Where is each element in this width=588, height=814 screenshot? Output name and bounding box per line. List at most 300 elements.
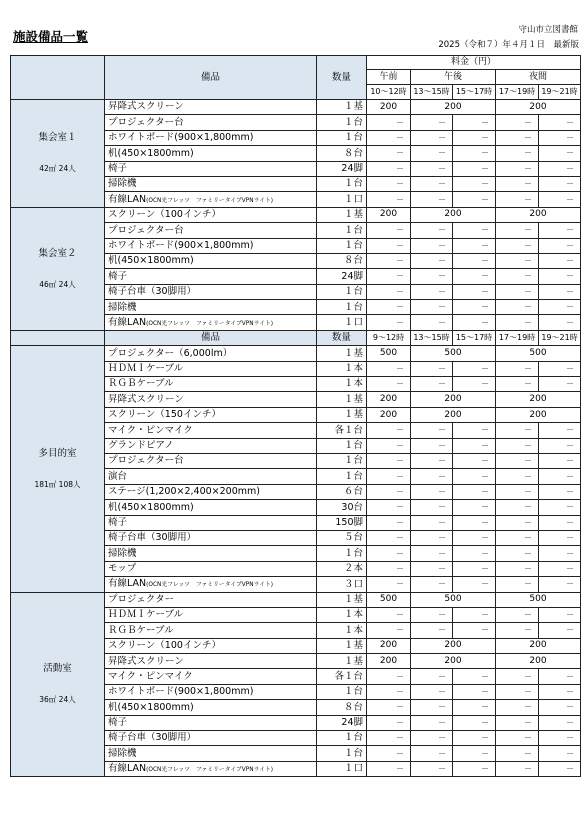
item-cell	[105, 700, 317, 715]
item-name: ＲＧＢケーブル	[108, 624, 174, 636]
fee-cell: －	[539, 377, 581, 392]
item-cell	[105, 669, 317, 684]
item-name: 椅子	[108, 163, 128, 174]
fee-cell: －	[496, 115, 539, 130]
fee-cell: －	[411, 223, 453, 238]
item-name: ＨＤＭＩケーブル	[108, 363, 184, 375]
item-cell	[105, 438, 317, 453]
item-cell	[105, 207, 317, 222]
item-cell	[105, 654, 317, 669]
fee-cell: －	[539, 176, 581, 191]
fee-cell: －	[367, 377, 411, 392]
fee-cell: －	[496, 453, 539, 468]
fee-cell: －	[539, 700, 581, 715]
fee-cell: －	[411, 176, 453, 191]
fee-cell: －	[367, 669, 411, 684]
fee-cell: －	[496, 731, 539, 746]
fee-cell: －	[496, 315, 539, 330]
fee-cell: 500	[496, 592, 581, 607]
fee-cell: 200	[367, 654, 411, 669]
item-cell	[105, 761, 317, 776]
room-name: 多目的室	[38, 447, 77, 459]
item-name: 演台	[108, 470, 128, 482]
item-name: マイク・ピンマイク	[108, 670, 193, 682]
item-cell	[105, 731, 317, 746]
item-name: 昇降式スクリーン	[108, 655, 184, 667]
item-name: グランドピアノ	[108, 440, 174, 452]
fee-cell: －	[496, 623, 539, 638]
fee-cell: 200	[411, 207, 496, 222]
item-quantity: 24脚	[317, 161, 367, 176]
fee-cell: －	[367, 315, 411, 330]
item-quantity: １本	[317, 377, 367, 392]
fee-cell: －	[539, 623, 581, 638]
fee-cell: 200	[496, 100, 581, 115]
fee-cell: －	[496, 284, 539, 299]
item-cell	[105, 130, 317, 145]
table-row	[11, 100, 581, 115]
fee-cell: －	[539, 577, 581, 592]
item-quantity: １台	[317, 469, 367, 484]
fee-cell: －	[411, 238, 453, 253]
fee-cell: 200	[367, 407, 411, 422]
item-name: 昇降式スクリーン	[108, 393, 184, 405]
fee-cell: －	[367, 500, 411, 515]
fee-cell: －	[539, 253, 581, 268]
fee-cell: －	[539, 761, 581, 776]
item-quantity: １基	[317, 100, 367, 115]
item-quantity: ８台	[317, 700, 367, 715]
fee-cell: －	[411, 130, 453, 145]
item-cell	[105, 269, 317, 284]
item-name: プロジェクター（6,000lm）	[108, 347, 233, 359]
fee-cell: －	[367, 238, 411, 253]
fee-cell: －	[496, 269, 539, 284]
item-cell	[105, 315, 317, 330]
sub-header-slot: 19～21時	[539, 330, 581, 345]
fee-cell: －	[539, 715, 581, 730]
fee-cell: －	[453, 623, 496, 638]
fee-cell: －	[539, 469, 581, 484]
item-name: プロジェクター台	[108, 455, 184, 467]
fee-cell: －	[453, 438, 496, 453]
fee-cell: 500	[411, 592, 496, 607]
item-name: ステージ(1,200×2,400×200mm)	[108, 486, 260, 498]
fee-cell: －	[539, 300, 581, 315]
item-cell	[105, 530, 317, 545]
item-quantity: １台	[317, 546, 367, 561]
fee-cell: －	[453, 423, 496, 438]
item-quantity: ８台	[317, 146, 367, 161]
fee-cell: －	[539, 315, 581, 330]
fee-cell: －	[453, 715, 496, 730]
item-name: スクリーン（100インチ）	[108, 640, 221, 652]
fee-cell: －	[539, 500, 581, 515]
fee-cell: －	[411, 300, 453, 315]
fee-cell: 500	[496, 346, 581, 361]
fee-cell: －	[539, 146, 581, 161]
fee-cell: 200	[496, 207, 581, 222]
sub-header-slot: 13～15時	[411, 330, 453, 345]
fee-cell: －	[367, 684, 411, 699]
fee-cell: －	[411, 561, 453, 576]
item-quantity: １口	[317, 315, 367, 330]
fee-cell: －	[411, 530, 453, 545]
header-room-cell	[11, 56, 105, 100]
item-quantity: 150脚	[317, 515, 367, 530]
fee-cell: －	[411, 715, 453, 730]
item-name: 有線LAN	[108, 578, 147, 590]
item-cell	[105, 253, 317, 268]
fee-cell: －	[367, 530, 411, 545]
fee-cell: 500	[367, 592, 411, 607]
sub-header-slot: 15～17時	[453, 330, 496, 345]
item-quantity: １台	[317, 284, 367, 299]
fee-cell: －	[367, 176, 411, 191]
header-quantity: 数量	[317, 56, 367, 100]
fee-cell: －	[367, 700, 411, 715]
item-cell	[105, 346, 317, 361]
fee-cell: －	[453, 530, 496, 545]
fee-cell: －	[411, 115, 453, 130]
sub-header-slot: 17～19時	[496, 330, 539, 345]
fee-cell: －	[453, 161, 496, 176]
fee-cell: －	[367, 731, 411, 746]
fee-cell: 200	[496, 392, 581, 407]
item-name: 机(450×1800mm)	[108, 147, 194, 159]
fee-cell: －	[367, 546, 411, 561]
item-name: マイク・ピンマイク	[108, 424, 193, 436]
header-slot: 13～15時	[411, 85, 453, 100]
item-name: スクリーン（150インチ）	[108, 409, 221, 421]
fee-cell: －	[367, 761, 411, 776]
item-name: 椅子台車（30脚用）	[108, 532, 197, 544]
fee-cell: －	[411, 284, 453, 299]
item-cell	[105, 238, 317, 253]
fee-cell: －	[453, 130, 496, 145]
fee-cell: －	[453, 238, 496, 253]
fee-cell: －	[496, 192, 539, 207]
fee-cell: －	[367, 561, 411, 576]
fee-cell: －	[411, 500, 453, 515]
item-cell	[105, 746, 317, 761]
fee-cell: －	[453, 115, 496, 130]
fee-cell: －	[496, 700, 539, 715]
fee-cell: －	[453, 146, 496, 161]
fee-cell: －	[496, 361, 539, 376]
item-name: モップ	[108, 563, 137, 575]
item-name: 椅子台車（30脚用）	[108, 732, 197, 744]
page-title: 施設備品一覧	[13, 29, 89, 44]
fee-cell: －	[367, 484, 411, 499]
header-slot: 15～17時	[453, 85, 496, 100]
fee-cell: －	[411, 146, 453, 161]
item-quantity: １台	[317, 438, 367, 453]
fee-cell: －	[539, 546, 581, 561]
item-quantity: ６台	[317, 484, 367, 499]
fee-cell: －	[453, 253, 496, 268]
header-period-evening: 夜間	[496, 70, 581, 85]
item-name: 掃除機	[108, 547, 137, 559]
fee-cell: －	[539, 515, 581, 530]
fee-cell: －	[496, 377, 539, 392]
fee-cell: －	[453, 453, 496, 468]
fee-cell: 200	[496, 407, 581, 422]
fee-cell: 200	[411, 654, 496, 669]
item-name: 有線LAN	[108, 193, 147, 205]
room-name: 集会室２	[38, 247, 77, 259]
fee-cell: －	[367, 577, 411, 592]
room-capacity: 42㎡ 24人	[39, 164, 76, 174]
room-cell	[11, 346, 105, 592]
header-slot: 10～12時	[367, 85, 411, 100]
fee-cell: －	[539, 607, 581, 622]
fee-cell: －	[367, 515, 411, 530]
sub-header-item: 備品	[105, 330, 317, 345]
item-cell	[105, 100, 317, 115]
item-cell	[105, 546, 317, 561]
item-name: 有線LAN	[108, 763, 147, 775]
fee-cell: 200	[367, 638, 411, 653]
fee-cell: －	[496, 300, 539, 315]
fee-cell: －	[411, 469, 453, 484]
item-cell	[105, 592, 317, 607]
item-name: プロジェクター台	[108, 116, 184, 128]
item-cell	[105, 453, 317, 468]
fee-cell: －	[539, 361, 581, 376]
table-row	[11, 346, 581, 361]
fee-cell: －	[411, 192, 453, 207]
fee-cell: －	[496, 469, 539, 484]
fee-cell: －	[367, 284, 411, 299]
fee-cell: －	[539, 731, 581, 746]
issue-date: 2025（令和７）年４月１日 最新版	[438, 40, 579, 50]
item-note: (OCN光フレッツ ファミリータイプVPNライト)	[146, 767, 274, 774]
organization-name: 守山市立図書館	[518, 25, 578, 35]
item-quantity: ５台	[317, 530, 367, 545]
fee-cell: －	[411, 577, 453, 592]
fee-cell: －	[453, 284, 496, 299]
fee-cell: －	[367, 269, 411, 284]
fee-cell: －	[496, 761, 539, 776]
fee-cell: －	[367, 469, 411, 484]
fee-cell: －	[539, 423, 581, 438]
item-cell	[105, 300, 317, 315]
fee-cell: －	[453, 761, 496, 776]
header-period-morning: 午前	[367, 70, 411, 85]
item-cell	[105, 192, 317, 207]
item-quantity: ３口	[317, 577, 367, 592]
fee-cell: －	[453, 731, 496, 746]
fee-cell: －	[539, 284, 581, 299]
fee-cell: －	[453, 361, 496, 376]
fee-cell: －	[496, 130, 539, 145]
header-period-afternoon: 午後	[411, 70, 496, 85]
item-quantity: ２本	[317, 561, 367, 576]
item-quantity: １基	[317, 654, 367, 669]
fee-cell: －	[411, 161, 453, 176]
item-name: 椅子台車（30脚用）	[108, 286, 197, 298]
fee-cell: －	[539, 269, 581, 284]
room-capacity: 36㎡ 24人	[39, 695, 76, 705]
fee-cell: －	[496, 146, 539, 161]
fee-cell: －	[539, 438, 581, 453]
fee-cell: －	[496, 746, 539, 761]
fee-cell: －	[453, 546, 496, 561]
fee-cell: －	[367, 161, 411, 176]
room-cell	[11, 592, 105, 777]
fee-cell: －	[367, 300, 411, 315]
item-cell	[105, 484, 317, 499]
fee-cell: －	[411, 669, 453, 684]
item-cell	[105, 469, 317, 484]
fee-cell: －	[411, 453, 453, 468]
fee-cell: －	[496, 500, 539, 515]
item-quantity: １基	[317, 346, 367, 361]
item-quantity: １口	[317, 192, 367, 207]
item-name: ホワイトボード(900×1,800mm)	[108, 132, 254, 144]
fee-cell: －	[411, 546, 453, 561]
fee-cell: －	[496, 607, 539, 622]
item-quantity: １口	[317, 761, 367, 776]
fee-cell: －	[539, 453, 581, 468]
fee-cell: －	[411, 700, 453, 715]
fee-cell: －	[453, 669, 496, 684]
fee-cell: 500	[411, 346, 496, 361]
item-name: 掃除機	[108, 301, 137, 313]
fee-cell: －	[453, 192, 496, 207]
fee-cell: －	[411, 515, 453, 530]
item-quantity: 30台	[317, 500, 367, 515]
fee-cell: －	[539, 746, 581, 761]
fee-cell: －	[367, 607, 411, 622]
table-row	[11, 207, 581, 222]
item-cell	[105, 176, 317, 191]
item-name: 机(450×1800mm)	[108, 255, 194, 267]
item-quantity: 各１台	[317, 423, 367, 438]
item-quantity: １台	[317, 115, 367, 130]
item-cell	[105, 684, 317, 699]
header-item: 備品	[105, 56, 317, 100]
fee-cell: 200	[367, 207, 411, 222]
item-note: (OCN光フレッツ ファミリータイプVPNライト)	[146, 320, 274, 327]
fee-cell: －	[453, 377, 496, 392]
fee-cell: 200	[411, 407, 496, 422]
item-cell	[105, 223, 317, 238]
fee-cell: －	[367, 253, 411, 268]
item-cell	[105, 638, 317, 653]
table-header-row	[11, 56, 581, 70]
fee-cell: －	[496, 223, 539, 238]
fee-cell: －	[496, 561, 539, 576]
item-name: 掃除機	[108, 178, 137, 190]
item-quantity: ８台	[317, 253, 367, 268]
sub-header-row	[11, 330, 581, 345]
fee-cell: －	[453, 484, 496, 499]
item-quantity: １本	[317, 623, 367, 638]
fee-cell: －	[411, 623, 453, 638]
fee-cell: －	[453, 700, 496, 715]
item-cell	[105, 284, 317, 299]
fee-cell: －	[411, 253, 453, 268]
room-capacity: 181㎡ 108人	[34, 479, 81, 489]
fee-cell: －	[539, 130, 581, 145]
equipment-table-body	[11, 100, 581, 777]
fee-cell: －	[539, 561, 581, 576]
fee-cell: －	[367, 361, 411, 376]
fee-cell: －	[496, 438, 539, 453]
fee-cell: －	[367, 438, 411, 453]
fee-cell: －	[453, 315, 496, 330]
fee-cell: －	[453, 223, 496, 238]
item-quantity: １本	[317, 607, 367, 622]
item-quantity: 各１台	[317, 669, 367, 684]
fee-cell: －	[539, 238, 581, 253]
item-cell	[105, 577, 317, 592]
fee-cell: 200	[496, 654, 581, 669]
item-cell	[105, 392, 317, 407]
item-note: (OCN光フレッツ ファミリータイプVPNライト)	[146, 197, 274, 204]
fee-cell: －	[496, 669, 539, 684]
fee-cell: －	[453, 684, 496, 699]
fee-cell: －	[367, 192, 411, 207]
fee-cell: －	[367, 453, 411, 468]
fee-cell: －	[411, 484, 453, 499]
item-cell	[105, 500, 317, 515]
fee-cell: －	[411, 361, 453, 376]
fee-cell: －	[411, 438, 453, 453]
header-slot: 19～21時	[539, 85, 581, 100]
item-quantity: １台	[317, 453, 367, 468]
fee-cell: －	[453, 469, 496, 484]
sub-header-quantity: 数量	[317, 330, 367, 345]
item-name: ＲＧＢケーブル	[108, 378, 174, 390]
item-quantity: １台	[317, 731, 367, 746]
item-name: スクリーン（100インチ）	[108, 209, 221, 221]
table-row	[11, 592, 581, 607]
fee-cell: －	[496, 484, 539, 499]
item-cell	[105, 515, 317, 530]
fee-cell: －	[539, 223, 581, 238]
item-quantity: １本	[317, 361, 367, 376]
fee-cell: －	[539, 161, 581, 176]
sub-header-slot: 9～12時	[367, 330, 411, 345]
fee-cell: 200	[411, 392, 496, 407]
fee-cell: 200	[411, 638, 496, 653]
item-name: 机(450×1800mm)	[108, 501, 194, 513]
fee-cell: －	[496, 684, 539, 699]
item-name: 掃除機	[108, 747, 137, 759]
item-quantity: １基	[317, 638, 367, 653]
item-quantity: １基	[317, 407, 367, 422]
item-name: 椅子	[108, 717, 128, 729]
item-quantity: 24脚	[317, 269, 367, 284]
fee-cell: －	[411, 607, 453, 622]
fee-cell: 200	[367, 392, 411, 407]
item-quantity: １台	[317, 223, 367, 238]
fee-cell: －	[411, 746, 453, 761]
fee-cell: －	[496, 423, 539, 438]
item-name: プロジェクター	[108, 593, 175, 605]
fee-cell: －	[539, 192, 581, 207]
item-quantity: １台	[317, 176, 367, 191]
fee-cell: －	[496, 253, 539, 268]
fee-cell: －	[411, 731, 453, 746]
item-cell	[105, 361, 317, 376]
fee-cell: －	[453, 176, 496, 191]
fee-cell: －	[367, 146, 411, 161]
fee-cell: －	[539, 530, 581, 545]
